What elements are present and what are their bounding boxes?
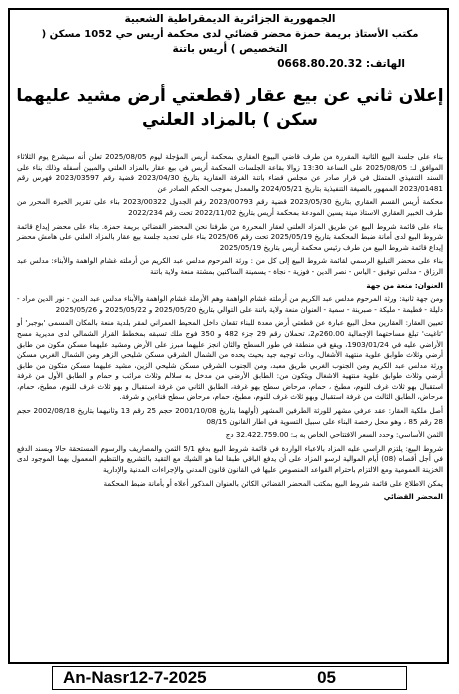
bailiff-signature: المحضر القضائي (383, 492, 443, 502)
office-phone: الهاتف: 0668.80.20.32 (277, 58, 405, 70)
paragraph-ownership: أصل ملكية العقار: عقد عرفي مشهر للورثة الطرفين المشهر (أولهما بتاريخ 2001/10/08 حجم 25 رقم 13 وثانيهما بتاريخ 2002/08/18 حجم 28 رقم 85 ، وهو محل رخصة البناء على سبيل التسوية في اطار القانون 08/15 (17, 406, 443, 426)
paragraph-address: العنوان: منعة من جهة (366, 280, 443, 290)
paragraph-session: بناء على جلسة البيع الثانية المقررة من طرف قاضي البيوع العقاري بمحكمة أريس المؤجلة ليوم 2025/08/05 تعلن أنه سيشرع يوم الثلاثاء الموافق لـ: 2025/08/05 على الساعة 13:30 زوالا بقاعة الجلسات المحكمة أريس في بيع عقار بالمزاد العلني والمبين أسفله وذلك بناء على السند التنفيذي المتمثل في قرار صادر عن مجلس قضاء باتنة الغرفة العقارية بتاريخ 2023/04/30 قضية رقم 2023/03597 فهرس رقم 2023/01481 الممهور بالصيغة التنفيذية بتاريخ 2024/05/21 والمعدل بموجب الحكم الصادر عن (17, 152, 443, 193)
paragraph-notification: بناء على محضر التبليغ الرسمي لقائمة شروط البيع إلى كل من : ورثة المرحوم مدلس عبد الكريم من أرملته غشام الواهمة والأبناء: مدلس عبد الرزاق - مدلس توفيق - الياس - نصر الدين - فوزية - نجاة - يسمينة الساكنين بمشتة منعة ولاية باتنة (17, 256, 443, 276)
announcement-title: إعلان ثاني عن بيع عقار (قطعتي أرض مشيد عليهما سكن ) بالمزاد العلني (16, 86, 444, 130)
office-name: مكتب الأستاذ بريمة حمزة محضر قضائي لدى محكمة أريس حي 1052 مسكن ( (41, 29, 419, 40)
paragraph-consultation: يمكن الاطلاع على قائمة شروط البيع بمكتب المحضر القضائي الكائن بالعنوان المذكور أعلاه أو بأمانة ضبط المحكمة (103, 478, 443, 488)
paragraph-property-description: تعيين العقار: العقارين محل البيع عبارة عن قطعتي أرض معدة للبناء تقعان داخل المحيط العمراني لمقر بلدية منعة بالمكان المسمى 'بوجبر' أو 'تاغيت' تبلغ مساحتهما الإجمالية 260.00م2، تحملان رقم 29 جزء 482 و 350 فوج ملك تسبقه بمخطط القرار الشمالي لدى مديرية مسح الأراضي عليه في 1903/01/24، ويقع في منطقة في طور السطح والثان انجز عليهما مبرز على الأرض ومشيد عليهما مسكن مكون من طابق أرضي وثلاث طوابق علوية منتهية الأشغال، وذات توجيه جيد بحيث يحده من الشمال الشرقي مسكن شليحي الزهر ومن الشمال الغربي مسكن ورثة مدلس عبد الكريم ومن الجنوب الغربي طريق معبد، ومن الجنوب الشرقي مسكن شليحي الزين، مشيد عليهما مسكن متكون من طابق أرضي وثلاث طوابق علوية منتهية الاشغال ويتكون من: الطابق الأرضي من مدخل به سلالم وثلاث مرائب و حمام و الطابق الأول من غرفة استقبال بهو ثلاث غرف للنوم، مطبخ ، حمام، مرحاض سطح بهو غرفة، الطابق الثاني من غرفة استقبال و بهو ثلاث غرف للنوم، مطبخ، حمام، مرحاض، الطابق الثالث من غرفة استقبال وبهو ثلاث غرف للنوم، مطبخ، حمام، مرحاض سطح فناءين و شرفة. (17, 318, 443, 402)
paragraph-second-party: ومن جهة ثانية: ورثة المرحوم مدلس عبد الكريم من أرملته غشام الواهمة وهم الأرملة غشام الواهمة والأبناء مدلس عبد الدين - نور الدين مراد - دليلة - فطيمة - مليكة - صبرينة - سمية - العنوان منعة ولاية باتنة على التوالي بتاريخ 2025/05/20 و 2025/05/22 و 2025/05/26 (17, 294, 443, 314)
paragraph-base-price: الثمن الأساسي: وحدد السعر الافتتاحي الخاص به بـ: 32.422.759.00 دج (225, 430, 443, 440)
office-address: التخصيص ) أريس باتنة (172, 43, 288, 55)
paragraph-expertise: محكمة أريس القسم العقاري بتاريخ 2023/05/30 قضية رقم 2023/00793 رقم الجدول 2023/00322 بناء على تقرير الخبرة المحرر من طرف الخبير العقاري الاستاذ مينة يسين المودعة بمحكمة أريس بتاريخ 2022/11/02 تحت رقم 2022/234 (17, 197, 443, 217)
announcement-body (17, 152, 443, 506)
publication-date: An-Nasr12-7-2025 (63, 668, 207, 687)
page-number: 05 (317, 668, 336, 687)
paragraph-sale-terms: شروط البيع: يلتزم الراسي عليه المزاد بالاعباء الواردة في قائمة شروط البيع بدفع 5/1 الثمن والمصاريف والرسوم المستحقة حالا وبسند الدفع في أجل أقصاه (08) أيام الموالية لرسو المزاد على أن يدفع الباقي طبقا لما هو الشيك مع التقيد بالتشريع والتنظيم المعمول بهما الموجود لدى الخزينة العمومية ومع الالتزام باحترام القواعد المنصوص عليها في القانون قانون المدني والإجراءات المدنية والإدارية (17, 443, 443, 475)
publication-footer (52, 666, 407, 690)
republic-name: الجمهورية الجزائرية الديمقراطية الشعبية (124, 13, 336, 25)
paragraph-conditions-list: بناء على قائمة شروط البيع عن طريق المزاد العلني لعقار المحررة من طرفنا نحن المحضر القضائي بريمة حمزة. بناء على محضر إيداع قائمة شروط البيع لدى أمانة ضبط المحكمة بتاريخ 2025/05/19 تحت رقم 2025/06 بناء على تحديد جلسة بيع عقار بالمزاد العلني على هامش محضر إيداع قائمة شروط البيع من طرف رئيس محكمة أريس بتاريخ 2025/05/19 (17, 221, 444, 252)
office-header (15, 12, 445, 72)
